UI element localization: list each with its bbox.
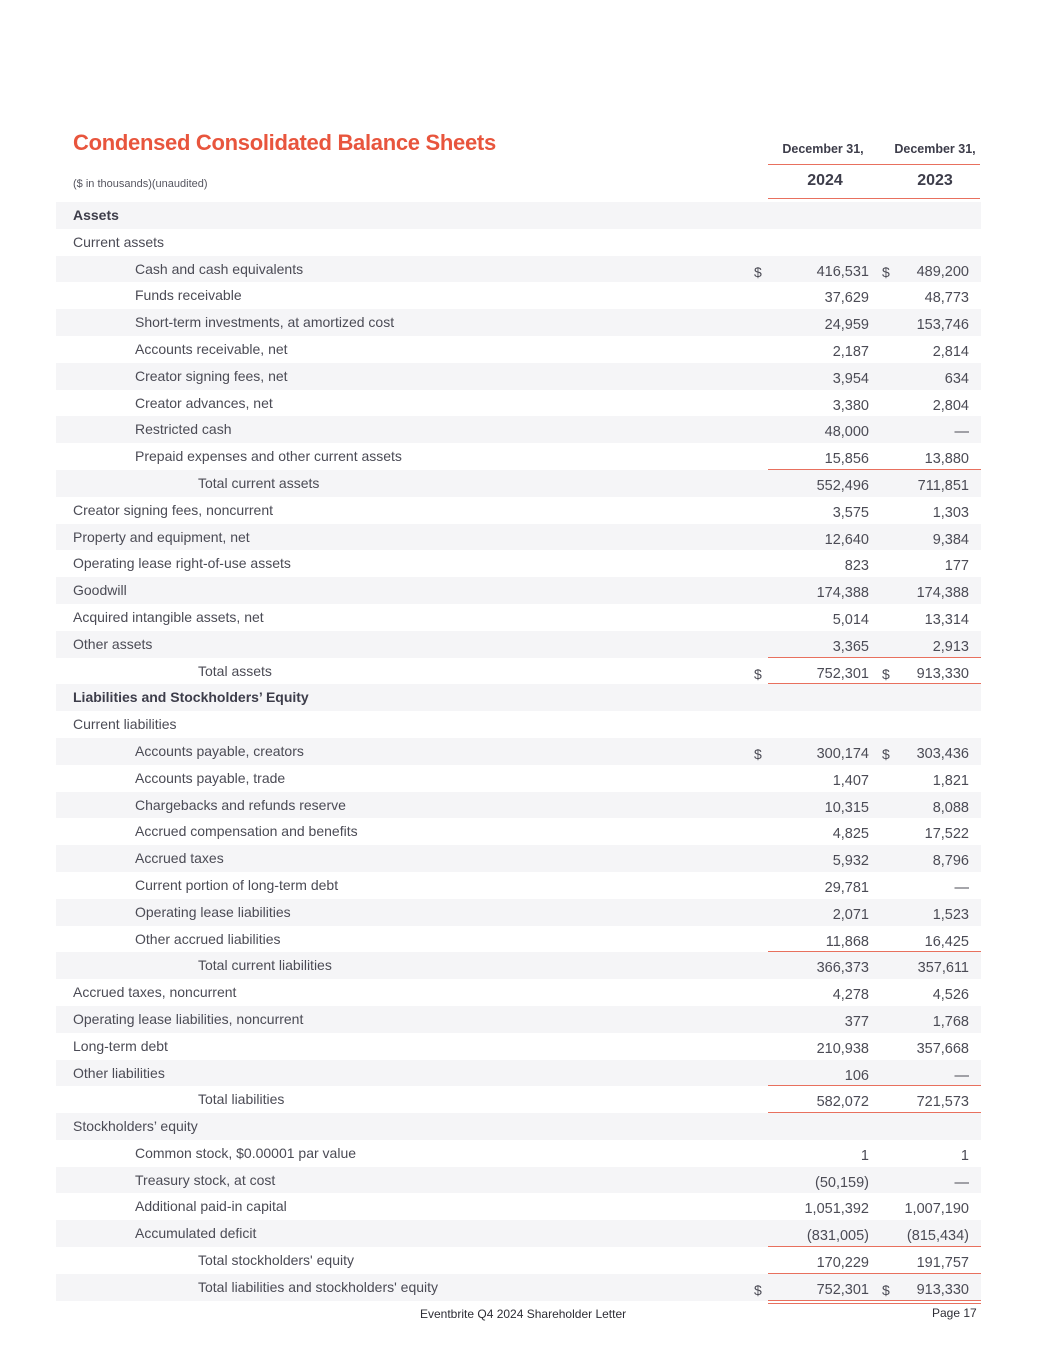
table-row	[56, 229, 981, 256]
value-2023	[876, 1006, 981, 1033]
column-header-2023-date: December 31,	[894, 142, 976, 156]
cell-value: 2,804	[932, 397, 969, 414]
value-2024	[768, 604, 869, 631]
value-2023	[876, 282, 981, 309]
table-row	[56, 872, 981, 899]
value-2024	[754, 1274, 869, 1301]
value-2023	[876, 979, 981, 1006]
value-2023	[876, 416, 981, 443]
value-2023	[876, 604, 981, 631]
value-2023	[876, 363, 981, 390]
cell-value: 2,913	[932, 638, 969, 655]
value-2023	[876, 202, 981, 229]
value-2024	[754, 738, 869, 765]
value-2024	[768, 711, 869, 738]
cell-value: 634	[944, 370, 969, 387]
cell-value: 1,768	[932, 1013, 969, 1030]
value-2023	[876, 470, 981, 497]
currency-symbol: $	[754, 263, 762, 280]
value-2023	[876, 1086, 981, 1113]
table-row	[56, 899, 981, 926]
value-2024	[768, 979, 869, 1006]
value-2023	[876, 684, 981, 711]
value-2024	[768, 443, 869, 470]
row-label: Additional paid-in capital	[135, 1198, 287, 1215]
cell-value: 1	[860, 1147, 869, 1164]
row-label: Total liabilities and stockholders' equity	[198, 1278, 439, 1295]
cell-value: 2,071	[832, 906, 869, 923]
cell-value: 174,388	[816, 585, 869, 602]
cell-value: 177	[944, 558, 969, 575]
row-label: Chargebacks and refunds reserve	[135, 796, 346, 813]
row-label: Goodwill	[73, 582, 127, 599]
table-row	[56, 443, 981, 470]
cell-value: 8,796	[932, 853, 969, 870]
cell-value: 15,856	[824, 451, 869, 468]
table-row	[56, 631, 981, 658]
page-number: Page 17	[932, 1306, 977, 1320]
value-2024	[768, 309, 869, 336]
value-2024	[768, 818, 869, 845]
row-label: Accumulated deficit	[135, 1225, 257, 1242]
cell-value: 5,014	[832, 611, 869, 628]
footer-text: Eventbrite Q4 2024 Shareholder Letter	[420, 1307, 627, 1321]
table-row	[56, 524, 981, 551]
cell-value: 582,072	[816, 1094, 869, 1111]
cell-value: 1,821	[932, 772, 969, 789]
value-2023	[876, 658, 981, 685]
value-2024	[768, 229, 869, 256]
cell-value: 357,611	[917, 960, 969, 977]
table-row	[56, 1220, 981, 1247]
cell-value: 303,436	[916, 745, 969, 762]
currency-symbol: $	[882, 1281, 890, 1298]
currency-symbol: $	[754, 1281, 762, 1298]
cell-value: 210,938	[816, 1040, 869, 1057]
row-label: Accounts receivable, net	[135, 340, 288, 357]
currency-symbol: $	[882, 665, 890, 682]
table-row	[56, 792, 981, 819]
value-2024	[768, 1220, 869, 1247]
value-2024	[768, 765, 869, 792]
cell-value: 5,932	[832, 853, 869, 870]
cell-value: 9,384	[932, 531, 969, 548]
table-row	[56, 256, 981, 283]
row-label: Operating lease right-of-use assets	[73, 555, 291, 572]
table-row	[56, 1086, 981, 1113]
header-rule	[768, 164, 980, 165]
row-label: Acquired intangible assets, net	[73, 608, 264, 625]
cell-value: 11,868	[825, 933, 869, 950]
value-2024	[768, 1113, 869, 1140]
value-2023	[876, 1247, 981, 1274]
cell-value: 366,373	[816, 960, 869, 977]
value-2023	[876, 631, 981, 658]
value-2024	[768, 577, 869, 604]
value-2023	[876, 1167, 981, 1194]
value-2023	[876, 550, 981, 577]
cell-value: 1,051,392	[804, 1201, 869, 1218]
row-label: Total liabilities	[198, 1091, 285, 1108]
currency-symbol: $	[754, 665, 762, 682]
value-2024	[768, 202, 869, 229]
row-label: Property and equipment, net	[73, 528, 250, 545]
cell-value: 174,388	[916, 585, 969, 602]
row-label: Accounts payable, creators	[135, 742, 304, 759]
cell-value: —	[954, 424, 969, 441]
row-label: Common stock, $0.00001 par value	[135, 1144, 357, 1161]
page-title: Condensed Consolidated Balance Sheets	[73, 130, 496, 155]
table-row	[56, 282, 981, 309]
cell-value: 4,526	[932, 987, 969, 1004]
cell-value: 416,531	[816, 263, 869, 280]
row-label: Operating lease liabilities, noncurrent	[73, 1010, 304, 1027]
cell-value: 48,000	[824, 424, 869, 441]
table-row	[56, 1006, 981, 1033]
value-2023	[876, 336, 981, 363]
row-label: Total current assets	[198, 474, 320, 491]
row-label: Total assets	[198, 662, 272, 679]
cell-value: 4,278	[832, 987, 869, 1004]
table-row	[56, 309, 981, 336]
table-row	[56, 738, 981, 765]
column-header-2024-date: December 31,	[782, 142, 864, 156]
row-label: Total current liabilities	[198, 957, 332, 974]
value-2023	[876, 1220, 981, 1247]
value-2023	[876, 899, 981, 926]
table-row	[56, 550, 981, 577]
cell-value: 913,330	[916, 665, 969, 682]
value-2023	[876, 1193, 981, 1220]
value-2024	[768, 1033, 869, 1060]
row-label: Short-term investments, at amortized cost	[135, 314, 395, 331]
value-2024	[768, 792, 869, 819]
table-row	[56, 765, 981, 792]
cell-value: 3,954	[832, 370, 869, 387]
value-2024	[768, 363, 869, 390]
value-2023	[876, 711, 981, 738]
value-2023	[876, 765, 981, 792]
value-2023	[876, 1140, 981, 1167]
value-2024	[768, 845, 869, 872]
row-label: Liabilities and Stockholders’ Equity	[73, 689, 309, 706]
table-row	[56, 1033, 981, 1060]
double-underline	[768, 1300, 981, 1304]
cell-value: (815,434)	[906, 1228, 969, 1245]
cell-value: 300,174	[816, 745, 869, 762]
table-row	[56, 497, 981, 524]
table-row	[56, 416, 981, 443]
cell-value: —	[954, 1067, 969, 1084]
cell-value: 377	[844, 1013, 869, 1030]
currency-symbol: $	[882, 745, 890, 762]
value-2023	[876, 926, 981, 953]
value-2024	[768, 390, 869, 417]
value-2023	[876, 256, 981, 283]
value-2023	[876, 952, 981, 979]
value-2023	[876, 577, 981, 604]
value-2024	[768, 1247, 869, 1274]
row-label: Current portion of long-term debt	[135, 876, 339, 893]
column-header-2023-year: 2023	[917, 172, 953, 189]
value-2023	[876, 818, 981, 845]
row-label: Creator signing fees, net	[135, 367, 288, 384]
cell-value: 489,200	[916, 263, 969, 280]
value-2024	[768, 684, 869, 711]
row-label: Restricted cash	[135, 421, 232, 438]
value-2023	[876, 229, 981, 256]
value-2024	[768, 524, 869, 551]
value-2024	[754, 256, 869, 283]
cell-value: —	[954, 1174, 969, 1191]
row-label: Operating lease liabilities	[135, 903, 291, 920]
table-row	[56, 336, 981, 363]
value-2024	[768, 952, 869, 979]
row-label: Prepaid expenses and other current assets	[135, 448, 402, 465]
cell-value: 48,773	[924, 290, 969, 307]
row-label: Other assets	[73, 635, 153, 652]
cell-value: 4,825	[832, 826, 869, 843]
row-label: Accounts payable, trade	[135, 769, 286, 786]
cell-value: 8,088	[932, 799, 969, 816]
value-2024	[768, 631, 869, 658]
cell-value: 752,301	[816, 1281, 869, 1298]
value-2023	[876, 738, 981, 765]
table-row	[56, 1247, 981, 1274]
cell-value: 711,851	[917, 477, 969, 494]
table-row	[56, 658, 981, 685]
table-row	[56, 1193, 981, 1220]
table-row	[56, 604, 981, 631]
table-row	[56, 711, 981, 738]
value-2024	[754, 658, 869, 685]
value-2023	[876, 1113, 981, 1140]
cell-value: 1	[960, 1147, 969, 1164]
value-2024	[768, 899, 869, 926]
value-2024	[768, 926, 869, 953]
value-2024	[768, 1006, 869, 1033]
table-row	[56, 845, 981, 872]
row-label: Creator signing fees, noncurrent	[73, 501, 273, 518]
row-label: Current liabilities	[73, 716, 177, 733]
row-label: Funds receivable	[135, 287, 242, 304]
cell-value: —	[954, 879, 969, 896]
value-2023	[876, 1274, 981, 1301]
value-2023	[876, 443, 981, 470]
table-row	[56, 390, 981, 417]
table-row	[56, 684, 981, 711]
currency-symbol: $	[754, 745, 762, 762]
table-row	[56, 979, 981, 1006]
cell-value: 2,187	[832, 343, 869, 360]
table-row	[56, 1140, 981, 1167]
table-row	[56, 818, 981, 845]
value-2024	[768, 1140, 869, 1167]
cell-value: 913,330	[916, 1281, 969, 1298]
table-row	[56, 926, 981, 953]
cell-value: 13,314	[924, 611, 969, 628]
value-2023	[876, 845, 981, 872]
cell-value: 3,365	[832, 638, 869, 655]
balance-sheet-table	[56, 202, 981, 1301]
cell-value: 16,425	[924, 933, 969, 950]
cell-value: 357,668	[916, 1040, 969, 1057]
table-row	[56, 1274, 981, 1301]
cell-value: 29,781	[824, 879, 869, 896]
cell-value: 1,303	[932, 504, 969, 521]
cell-value: 1,523	[932, 906, 969, 923]
units-note: ($ in thousands)(unaudited)	[73, 178, 208, 190]
value-2024	[768, 1193, 869, 1220]
table-row	[56, 1060, 981, 1087]
column-header-2024-year: 2024	[807, 172, 843, 189]
cell-value: 823	[844, 558, 869, 575]
header-rule	[768, 198, 980, 199]
table-row	[56, 1167, 981, 1194]
value-2023	[876, 792, 981, 819]
row-label: Cash and cash equivalents	[135, 260, 304, 277]
value-2024	[768, 550, 869, 577]
table-row	[56, 202, 981, 229]
value-2024	[768, 1167, 869, 1194]
cell-value: 17,522	[924, 826, 969, 843]
cell-value: 1,007,190	[904, 1201, 969, 1218]
cell-value: 2,814	[932, 343, 969, 360]
cell-value: 3,575	[832, 504, 869, 521]
row-label: Total stockholders' equity	[198, 1252, 354, 1269]
value-2024	[768, 416, 869, 443]
cell-value: 191,757	[916, 1255, 969, 1272]
cell-value: 12,640	[824, 531, 869, 548]
value-2024	[768, 336, 869, 363]
cell-value: 170,229	[816, 1255, 869, 1272]
currency-symbol: $	[882, 263, 890, 280]
value-2023	[876, 872, 981, 899]
row-label: Accrued compensation and benefits	[135, 823, 358, 840]
cell-value: 752,301	[816, 665, 869, 682]
table-row	[56, 1113, 981, 1140]
cell-value: (831,005)	[806, 1228, 869, 1245]
cell-value: 24,959	[824, 317, 869, 334]
value-2023	[876, 390, 981, 417]
cell-value: (50,159)	[814, 1174, 869, 1191]
table-row	[56, 363, 981, 390]
cell-value: 106	[844, 1067, 869, 1084]
row-label: Treasury stock, at cost	[135, 1171, 276, 1188]
cell-value: 552,496	[816, 477, 869, 494]
value-2023	[876, 1033, 981, 1060]
value-2024	[768, 497, 869, 524]
cell-value: 10,315	[824, 799, 869, 816]
value-2023	[876, 524, 981, 551]
row-label: Accrued taxes, noncurrent	[73, 984, 237, 1001]
table-row	[56, 952, 981, 979]
row-label: Assets	[73, 207, 119, 223]
value-2023	[876, 1060, 981, 1087]
value-2023	[876, 497, 981, 524]
row-label: Current assets	[73, 233, 165, 250]
cell-value: 3,380	[832, 397, 869, 414]
row-label: Long-term debt	[73, 1037, 168, 1054]
row-label: Creator advances, net	[135, 394, 273, 411]
value-2024	[768, 470, 869, 497]
cell-value: 13,880	[924, 451, 969, 468]
table-row	[56, 470, 981, 497]
value-2023	[876, 309, 981, 336]
value-2024	[768, 1060, 869, 1087]
cell-value: 1,407	[832, 772, 869, 789]
table-row	[56, 577, 981, 604]
row-label: Accrued taxes	[135, 850, 224, 867]
cell-value: 153,746	[916, 317, 969, 334]
cell-value: 721,573	[916, 1094, 969, 1111]
row-label: Other liabilities	[73, 1064, 165, 1081]
value-2024	[768, 1086, 869, 1113]
value-2024	[768, 282, 869, 309]
value-2024	[768, 872, 869, 899]
cell-value: 37,629	[824, 290, 869, 307]
row-label: Other accrued liabilities	[135, 930, 281, 947]
row-label: Stockholders’ equity	[73, 1118, 198, 1135]
